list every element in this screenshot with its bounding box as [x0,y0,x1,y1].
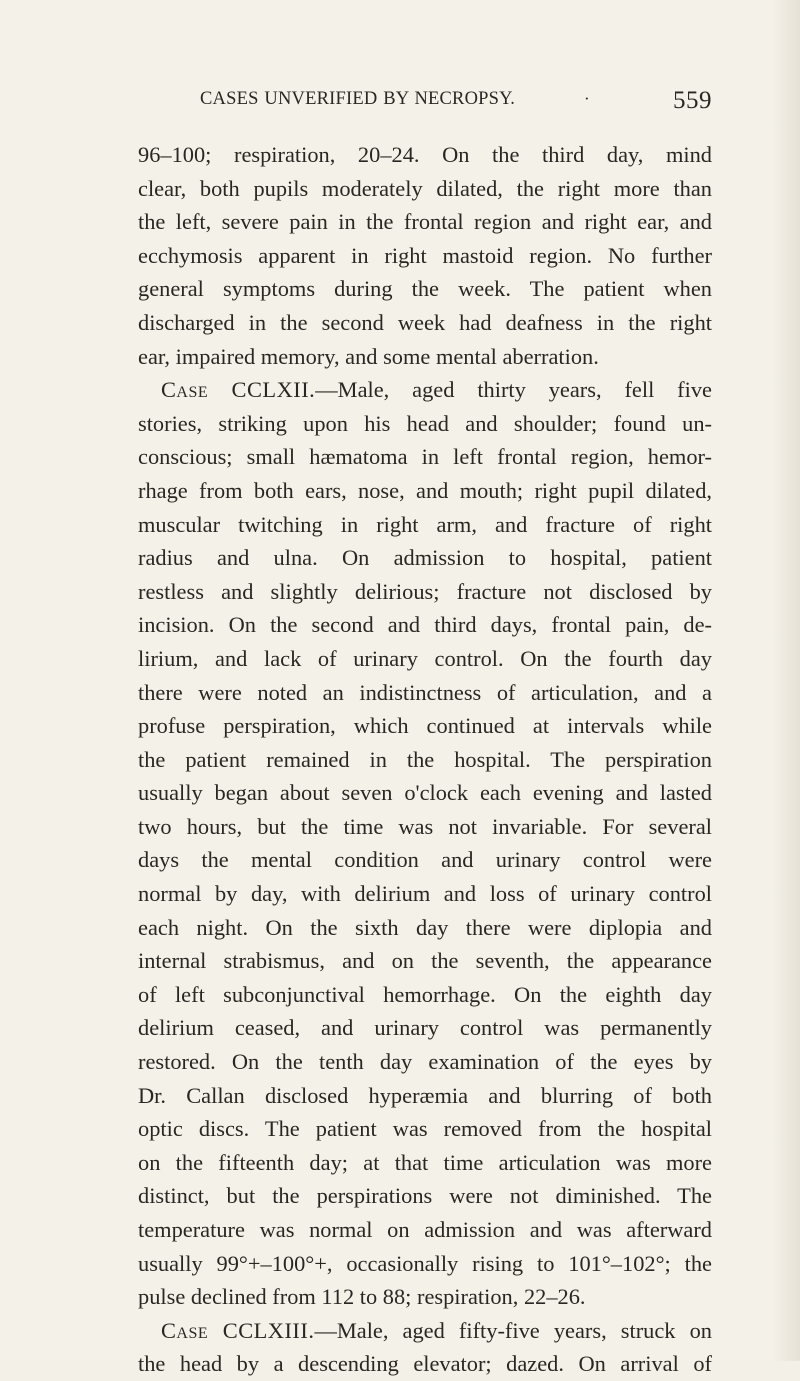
running-header [138,89,712,119]
header-separator: · [584,89,590,108]
case-paragraph-start [138,373,712,407]
text-line: each night. On the sixth day there were diplopia and [138,914,712,940]
text-line: conscious; small hæmatoma in left frontal region, hemor- [138,444,712,470]
case-label: Case CCLXIII. [161,1317,315,1343]
text-line: —Male, aged thirty years, fell five [315,377,712,403]
text-line: general symptoms during the week. The patient when [138,276,712,302]
text-line: restless and slightly delirious; fracture not disclosed by [138,578,712,604]
text-line: two hours, but the time was not invariable. For several [138,813,712,839]
text-line: 96–100; respiration, 20–24. On the third day, mind [138,142,712,167]
page-edge-shadow [772,0,800,1361]
text-line: the left, severe pain in the frontal region and right ear, and [138,209,712,235]
case-paragraph-start [138,1314,712,1348]
text-line: pulse declined from 112 to 88; respiration, 22–26. [138,1284,586,1310]
text-line: the patient remained in the hospital. The perspiration [138,746,712,772]
text-line: optic discs. The patient was removed from the hospital [138,1116,712,1142]
text-line: discharged in the second week had deafness in the right [138,309,712,335]
text-line: days the mental condition and urinary control were [138,847,712,873]
text-line: Dr. Callan disclosed hyperæmia and blurring of both [138,1082,712,1108]
page-number: 559 [673,87,712,114]
text-line: internal strabismus, and on the seventh, the appearance [138,948,712,974]
text-line: on the fifteenth day; at that time articulation was more [138,1149,712,1175]
body-text [138,138,712,1381]
case-label: Case CCLXII. [161,377,316,403]
text-line: ecchymosis apparent in right mastoid region. No further [138,242,712,268]
text-line: clear, both pupils moderately dilated, the right more than [138,175,712,201]
text-line: lirium, and lack of urinary control. On the fourth day [138,645,712,671]
text-line: ear, impaired memory, and some mental aberration. [138,343,599,369]
text-line: incision. On the second and third days, frontal pain, de- [138,612,712,638]
text-line: usually 99°+–100°+, occasionally rising to 101°–102°; the [138,1250,712,1276]
text-line: temperature was normal on admission and was afterward [138,1217,712,1242]
text-line: delirium ceased, and urinary control was permanently [138,1015,712,1041]
text-line: there were noted an indistinctness of articulation, and a [138,679,712,705]
running-title: CASES UNVERIFIED BY NECROPSY. [200,89,516,109]
text-line: muscular twitching in right arm, and fracture of right [138,511,712,537]
text-line: usually began about seven o'clock each evening and lasted [138,780,712,806]
text-line: normal by day, with delirium and loss of urinary control [138,881,712,907]
text-line: the head by a descending elevator; dazed. On arrival of [138,1351,712,1377]
text-line: radius and ulna. On admission to hospital, patient [138,545,712,571]
text-line: restored. On the tenth day examination of the eyes by [138,1049,712,1075]
text-line: rhage from both ears, nose, and mouth; right pupil dilated, [138,477,712,503]
text-line: of left subconjunctival hemorrhage. On the eighth day [138,981,712,1007]
text-line: —Male, aged fifty-five years, struck on [314,1317,712,1343]
text-line: distinct, but the perspirations were not diminished. The [138,1183,712,1209]
text-line: stories, striking upon his head and shoulder; found un- [138,410,712,436]
text-line: profuse perspiration, which continued at intervals while [138,713,712,739]
